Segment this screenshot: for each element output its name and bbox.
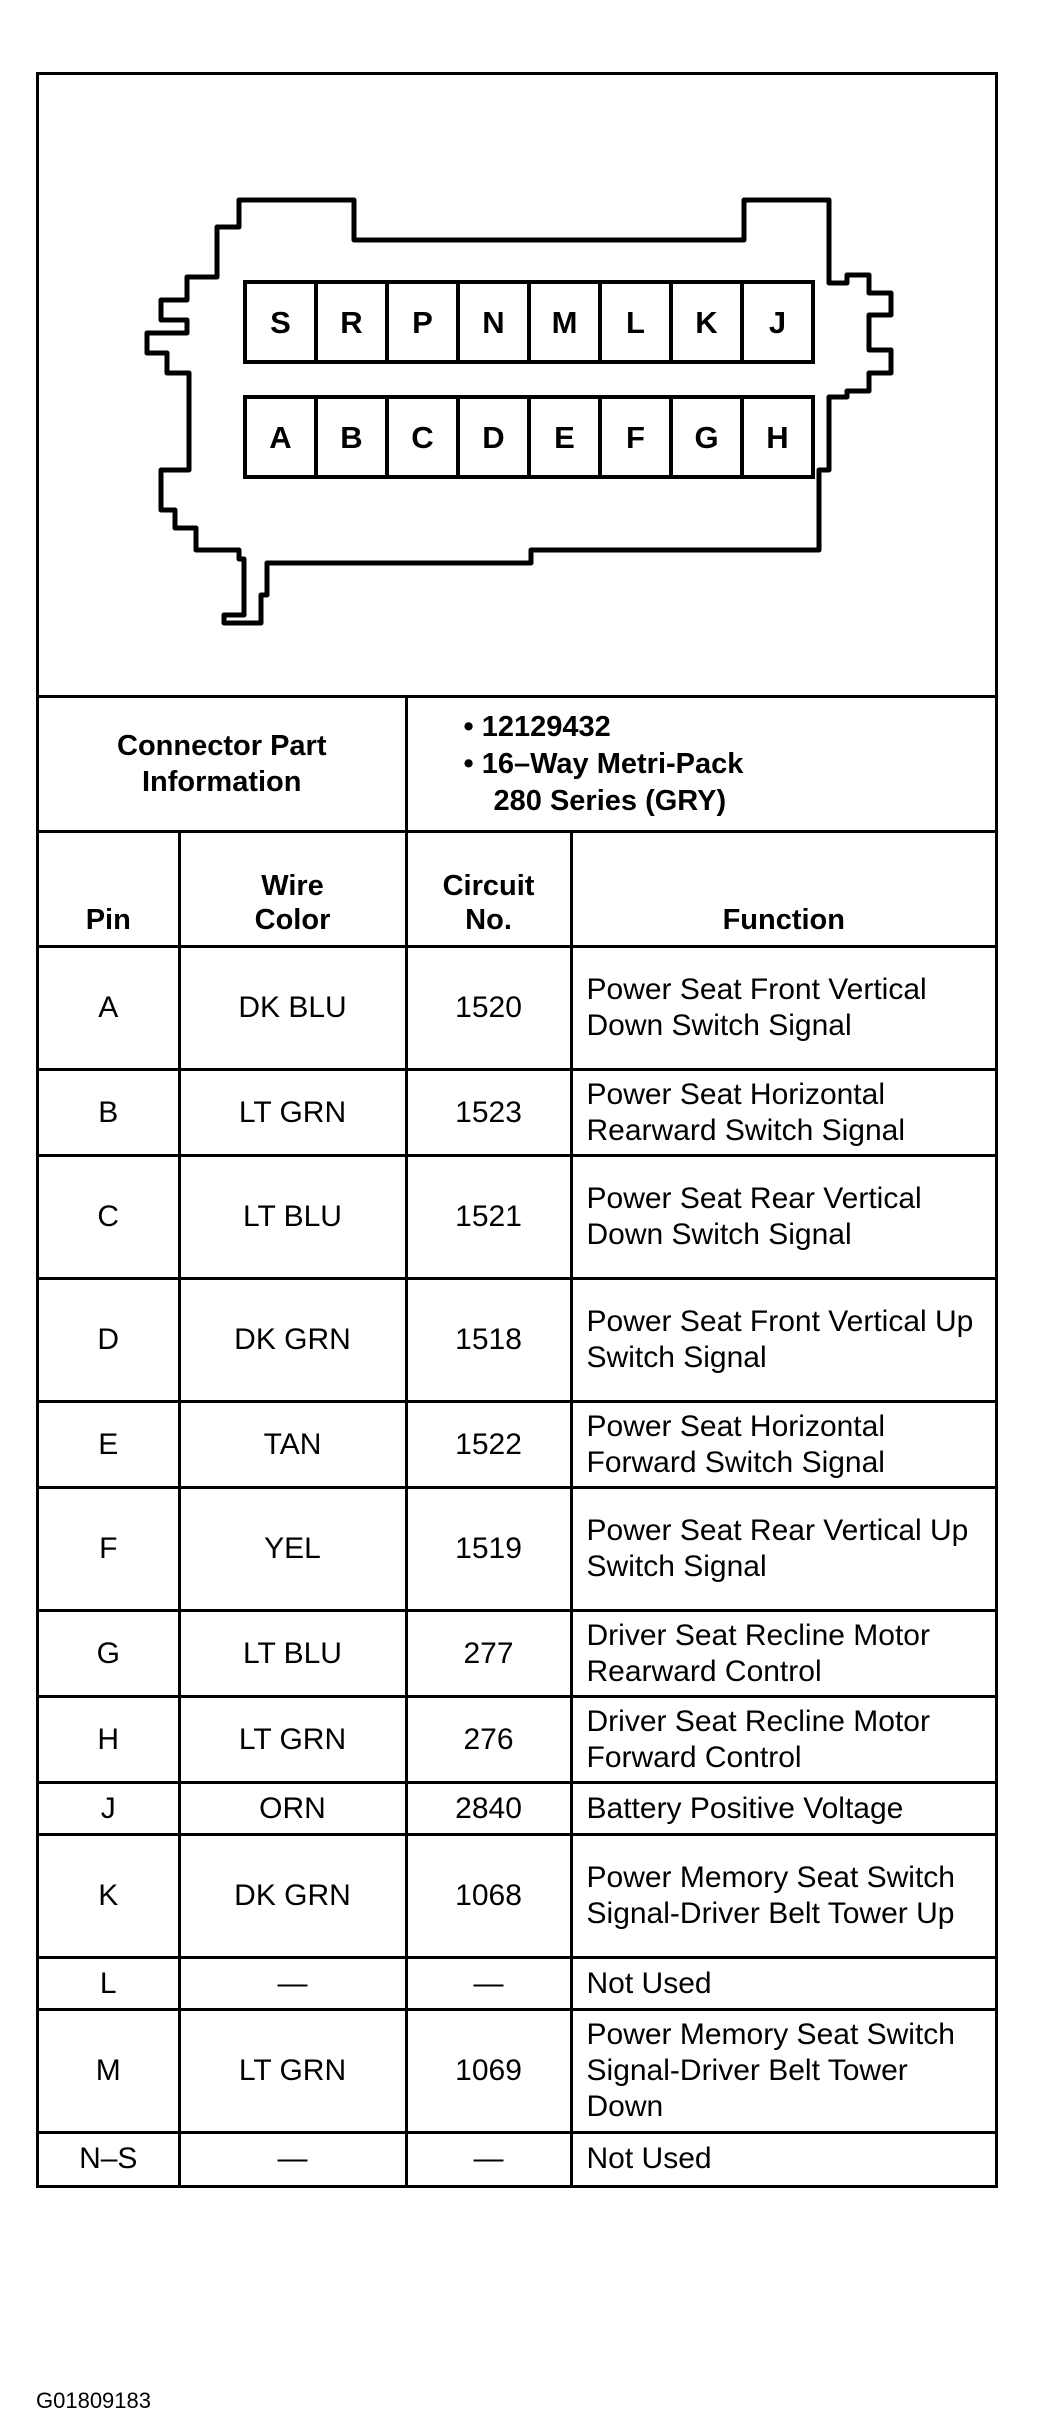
circuit-cell: 277 — [406, 1611, 571, 1697]
pinout-rows — [39, 947, 995, 2185]
wire-color-cell: DK BLU — [179, 947, 406, 1070]
pin-cell: N–S — [39, 2133, 179, 2185]
wire-color-cell: TAN — [179, 1402, 406, 1488]
pin-label-r: R — [340, 305, 363, 340]
table-row — [39, 1156, 995, 1279]
pin-cell: J — [39, 1783, 179, 1835]
pin-label-k: K — [695, 305, 718, 340]
circuit-no-header-text: Circuit No. — [442, 870, 535, 936]
table-row — [39, 1611, 995, 1697]
wire-color-cell: DK GRN — [179, 1835, 406, 1958]
function-cell: Power Memory Seat Switch Signal-Driver Belt Tower Down — [571, 2010, 995, 2133]
connector-series-detail: 280 Series (GRY) — [493, 784, 727, 817]
table-row — [39, 1835, 995, 1958]
wire-color-cell: — — [179, 1958, 406, 2010]
pin-label-e: E — [554, 420, 575, 455]
circuit-cell: 1518 — [406, 1279, 571, 1402]
pin-label-c: C — [411, 420, 434, 455]
pin-cell: C — [39, 1156, 179, 1279]
circuit-cell: 1069 — [406, 2010, 571, 2133]
table-row — [39, 1783, 995, 1835]
wire-color-cell: DK GRN — [179, 1279, 406, 1402]
pin-label-s: S — [270, 305, 291, 340]
pin-label-m: M — [551, 305, 578, 340]
circuit-cell: 1520 — [406, 947, 571, 1070]
part-info-label: Connector Part Information — [39, 698, 406, 832]
circuit-cell: — — [406, 1958, 571, 2010]
figure-id: G01809183 — [36, 2388, 151, 2413]
pin-label-g: G — [694, 420, 719, 455]
wire-color-cell: LT GRN — [179, 2010, 406, 2133]
table-row — [39, 1488, 995, 1611]
connector-diagram — [39, 75, 995, 698]
wire-color-cell: LT GRN — [179, 1697, 406, 1783]
function-cell: Driver Seat Recline Motor Forward Control — [571, 1697, 995, 1783]
part-number: • 12129432 — [463, 710, 611, 743]
pin-label-d: D — [482, 420, 505, 455]
pin-cell: M — [39, 2010, 179, 2133]
table-row — [39, 947, 995, 1070]
pin-cell: B — [39, 1070, 179, 1156]
table-row — [39, 2133, 995, 2185]
pin-label-l: L — [626, 305, 645, 340]
pin-label-j: J — [768, 305, 787, 340]
function-cell: Driver Seat Recline Motor Rearward Control — [571, 1611, 995, 1697]
wire-color-cell: LT BLU — [179, 1611, 406, 1697]
pin-label-f: F — [626, 420, 645, 455]
function-cell: Battery Positive Voltage — [571, 1783, 995, 1835]
pin-cell: A — [39, 947, 179, 1070]
connector-outline-drawing — [39, 75, 995, 695]
circuit-cell: 1519 — [406, 1488, 571, 1611]
function-cell: Power Seat Rear Vertical Down Switch Signal — [571, 1156, 995, 1279]
connector-series: • 16–Way Metri-Pack — [463, 747, 744, 780]
function-cell: Power Seat Front Vertical Up Switch Signal — [571, 1279, 995, 1402]
function-cell: Not Used — [571, 2133, 995, 2185]
bottom-pin-row — [245, 397, 813, 477]
wire-color-cell: LT GRN — [179, 1070, 406, 1156]
circuit-cell: 1068 — [406, 1835, 571, 1958]
pin-cell: H — [39, 1697, 179, 1783]
circuit-cell: 1521 — [406, 1156, 571, 1279]
circuit-cell: — — [406, 2133, 571, 2185]
wire-color-cell: ORN — [179, 1783, 406, 1835]
column-header-row — [39, 832, 995, 947]
pin-cell: E — [39, 1402, 179, 1488]
pin-cell: D — [39, 1279, 179, 1402]
top-pin-row — [245, 282, 813, 362]
function-cell: Power Seat Horizontal Rearward Switch Signal — [571, 1070, 995, 1156]
wire-color-header — [179, 832, 406, 947]
connector-info-panel — [36, 72, 998, 2188]
function-cell: Power Seat Front Vertical Down Switch Signal — [571, 947, 995, 1070]
circuit-cell: 1522 — [406, 1402, 571, 1488]
wire-color-header-text: Wire Color — [254, 870, 331, 936]
function-header: Function — [571, 832, 995, 947]
wire-color-cell: — — [179, 2133, 406, 2185]
pin-header: Pin — [39, 832, 179, 947]
pin-cell: G — [39, 1611, 179, 1697]
table-row — [39, 1402, 995, 1488]
pin-label-h: H — [766, 420, 789, 455]
pin-label-p: P — [412, 305, 433, 340]
table-row — [39, 1279, 995, 1402]
pin-cell: L — [39, 1958, 179, 2010]
pin-label-a: A — [269, 420, 292, 455]
function-cell: Not Used — [571, 1958, 995, 2010]
circuit-cell: 1523 — [406, 1070, 571, 1156]
circuit-cell: 2840 — [406, 1783, 571, 1835]
table-row — [39, 1070, 995, 1156]
pin-cell: K — [39, 1835, 179, 1958]
pin-label-n: N — [482, 305, 505, 340]
pinout-table — [39, 698, 995, 2185]
part-info-row — [39, 698, 995, 832]
table-row — [39, 1958, 995, 2010]
wire-color-cell: LT BLU — [179, 1156, 406, 1279]
part-info-details — [406, 698, 995, 832]
pin-cell: F — [39, 1488, 179, 1611]
table-row — [39, 2010, 995, 2133]
wire-color-cell: YEL — [179, 1488, 406, 1611]
table-row — [39, 1697, 995, 1783]
circuit-cell: 276 — [406, 1697, 571, 1783]
function-cell: Power Seat Horizontal Forward Switch Signal — [571, 1402, 995, 1488]
pin-label-b: B — [340, 420, 363, 455]
function-cell: Power Seat Rear Vertical Up Switch Signal — [571, 1488, 995, 1611]
function-cell: Power Memory Seat Switch Signal-Driver Belt Tower Up — [571, 1835, 995, 1958]
circuit-no-header — [406, 832, 571, 947]
connector-housing-outline — [147, 200, 891, 623]
